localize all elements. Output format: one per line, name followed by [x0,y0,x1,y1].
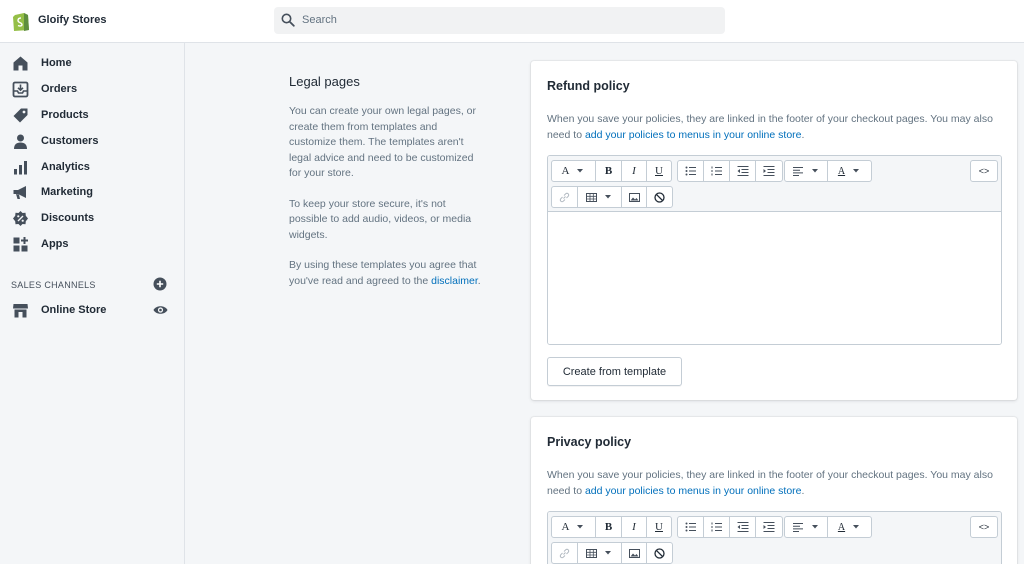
sidebar-item-label: Apps [41,238,69,250]
disclaimer-link[interactable]: disclaimer [431,274,478,287]
top-bar [0,0,1024,43]
text-color-dropdown[interactable] [828,161,871,181]
numbered-list-icon [711,522,723,532]
rich-text-editor [547,155,1002,345]
search-input[interactable]: Search [302,14,337,26]
chevron-down-icon [851,524,861,530]
chevron-down-icon [603,550,613,556]
sidebar-item-products[interactable] [0,104,184,128]
sidebar-item-label: Online Store [41,304,107,316]
chevron-down-icon [810,524,820,530]
insert-group [551,542,673,564]
text-color-label: A [837,521,846,533]
table-icon [586,193,597,202]
editor-toolbar [548,156,1001,212]
editor-toolbar [548,512,1001,564]
align-left-icon [793,523,804,532]
chevron-down-icon [575,524,585,530]
chevron-down-icon [810,168,820,174]
insert-table-dropdown[interactable] [578,187,622,207]
legal-pages-description [289,74,485,304]
sales-channels-heading: SALES CHANNELS [11,280,96,290]
help-suffix: . [801,129,805,141]
align-color-group [784,516,872,538]
insert-image-button[interactable] [622,543,647,563]
block-icon [654,548,665,559]
numbered-list-button[interactable] [704,161,730,181]
insert-link-button[interactable] [552,543,578,563]
card-title: Refund policy [547,79,630,93]
disclaimer-text: By using these templates you agree that you've read and agreed to the [289,259,477,287]
italic-button[interactable]: I [622,161,647,181]
add-circle-icon[interactable] [153,277,167,291]
text-format-group [551,516,672,538]
font-label: A [561,521,570,533]
store-name[interactable]: Gloify Stores [38,14,107,26]
link-icon [559,192,570,203]
sidebar-item-apps[interactable] [0,233,184,257]
bold-button[interactable]: B [596,517,622,537]
editor-content-area[interactable] [548,212,1001,345]
sidebar [0,43,185,564]
bold-button[interactable]: B [596,161,622,181]
sidebar-item-label: Home [41,57,72,69]
refund-policy-card [531,61,1017,400]
sidebar-item-label: Analytics [41,161,90,173]
font-style-dropdown[interactable] [552,161,596,181]
font-label: A [561,165,570,177]
clear-formatting-button[interactable] [647,543,672,563]
disclaimer-suffix: . [477,274,481,287]
description-paragraph: You can create your own legal pages, or create them from templates and customize them. The templates aren't legal advice and need to be customized for your store. [289,105,476,179]
bullet-list-icon [685,166,697,176]
tag-icon [12,107,29,124]
insert-link-button[interactable] [552,187,578,207]
text-format-group [551,160,672,182]
underline-button[interactable]: U [655,521,663,533]
store-icon [12,302,29,319]
sidebar-item-label: Discounts [41,212,95,224]
chevron-down-icon [851,168,861,174]
html-view-button[interactable]: <> [978,166,990,176]
section-title: Legal pages [289,74,360,89]
megaphone-icon [12,184,29,201]
chevron-down-icon [575,168,585,174]
orders-icon [12,81,29,98]
sidebar-item-analytics[interactable] [0,156,184,180]
text-color-dropdown[interactable] [828,517,871,537]
eye-icon[interactable] [153,304,168,316]
sidebar-item-label: Customers [41,135,99,147]
indent-button[interactable] [756,517,782,537]
align-dropdown[interactable] [785,161,828,181]
create-from-template-button[interactable]: Create from template [547,357,682,386]
link-icon [559,548,570,559]
insert-image-button[interactable] [622,187,647,207]
menus-link[interactable]: add your policies to menus in your online store [584,129,802,141]
insert-table-dropdown[interactable] [578,543,622,563]
html-view-group [970,160,998,182]
font-style-dropdown[interactable] [552,517,596,537]
indent-icon [763,522,775,532]
chevron-down-icon [603,194,613,200]
bullet-list-button[interactable] [678,517,704,537]
rich-text-editor [547,511,1002,564]
list-indent-group [677,516,783,538]
outdent-button[interactable] [730,161,756,181]
card-help-text [547,111,997,143]
align-left-icon [793,167,804,176]
person-icon [12,133,29,150]
clear-formatting-button[interactable] [647,187,672,207]
sidebar-item-customers[interactable] [0,130,184,154]
underline-button[interactable]: U [655,165,663,177]
home-icon [12,55,29,72]
indent-button[interactable] [756,161,782,181]
help-text: When you save your policies, they are linked in the footer of your checkout pages. You may also need to [547,469,993,497]
bullet-list-icon [685,522,697,532]
bar-chart-icon [12,159,29,176]
numbered-list-button[interactable] [704,517,730,537]
sidebar-item-discounts[interactable] [0,207,184,231]
search-bar[interactable] [274,7,725,34]
list-indent-group [677,160,783,182]
table-icon [586,549,597,558]
sidebar-item-orders[interactable] [0,78,184,102]
menus-link[interactable]: add your policies to menus in your online store [584,485,802,497]
sidebar-item-label: Marketing [41,186,93,198]
help-text: When you save your policies, they are linked in the footer of your checkout pages. You may also need to [547,113,993,141]
align-color-group [784,160,872,182]
insert-group [551,186,673,208]
outdent-icon [737,166,749,176]
help-suffix: . [801,485,805,497]
description-paragraph [289,258,485,289]
shopify-logo-icon[interactable] [11,10,31,32]
sidebar-item-marketing[interactable] [0,181,184,205]
indent-icon [763,166,775,176]
bullet-list-button[interactable] [678,161,704,181]
apps-icon [12,236,29,253]
discount-icon [12,210,29,227]
outdent-button[interactable] [730,517,756,537]
sidebar-item-label: Products [41,109,89,121]
italic-button[interactable]: I [622,517,647,537]
sidebar-item-label: Orders [41,83,78,95]
html-view-group [970,516,998,538]
block-icon [654,192,665,203]
image-icon [629,193,640,202]
search-icon [281,13,295,27]
align-dropdown[interactable] [785,517,828,537]
card-title: Privacy policy [547,435,632,449]
outdent-icon [737,522,749,532]
image-icon [629,549,640,558]
numbered-list-icon [711,166,723,176]
card-help-text [547,467,997,499]
description-paragraph: To keep your store secure, it's not possible to add audio, videos, or media widgets. [289,197,472,241]
privacy-policy-card [531,417,1017,564]
text-color-label: A [837,165,846,177]
html-view-button[interactable]: <> [978,522,990,532]
sidebar-item-home[interactable] [0,52,184,76]
